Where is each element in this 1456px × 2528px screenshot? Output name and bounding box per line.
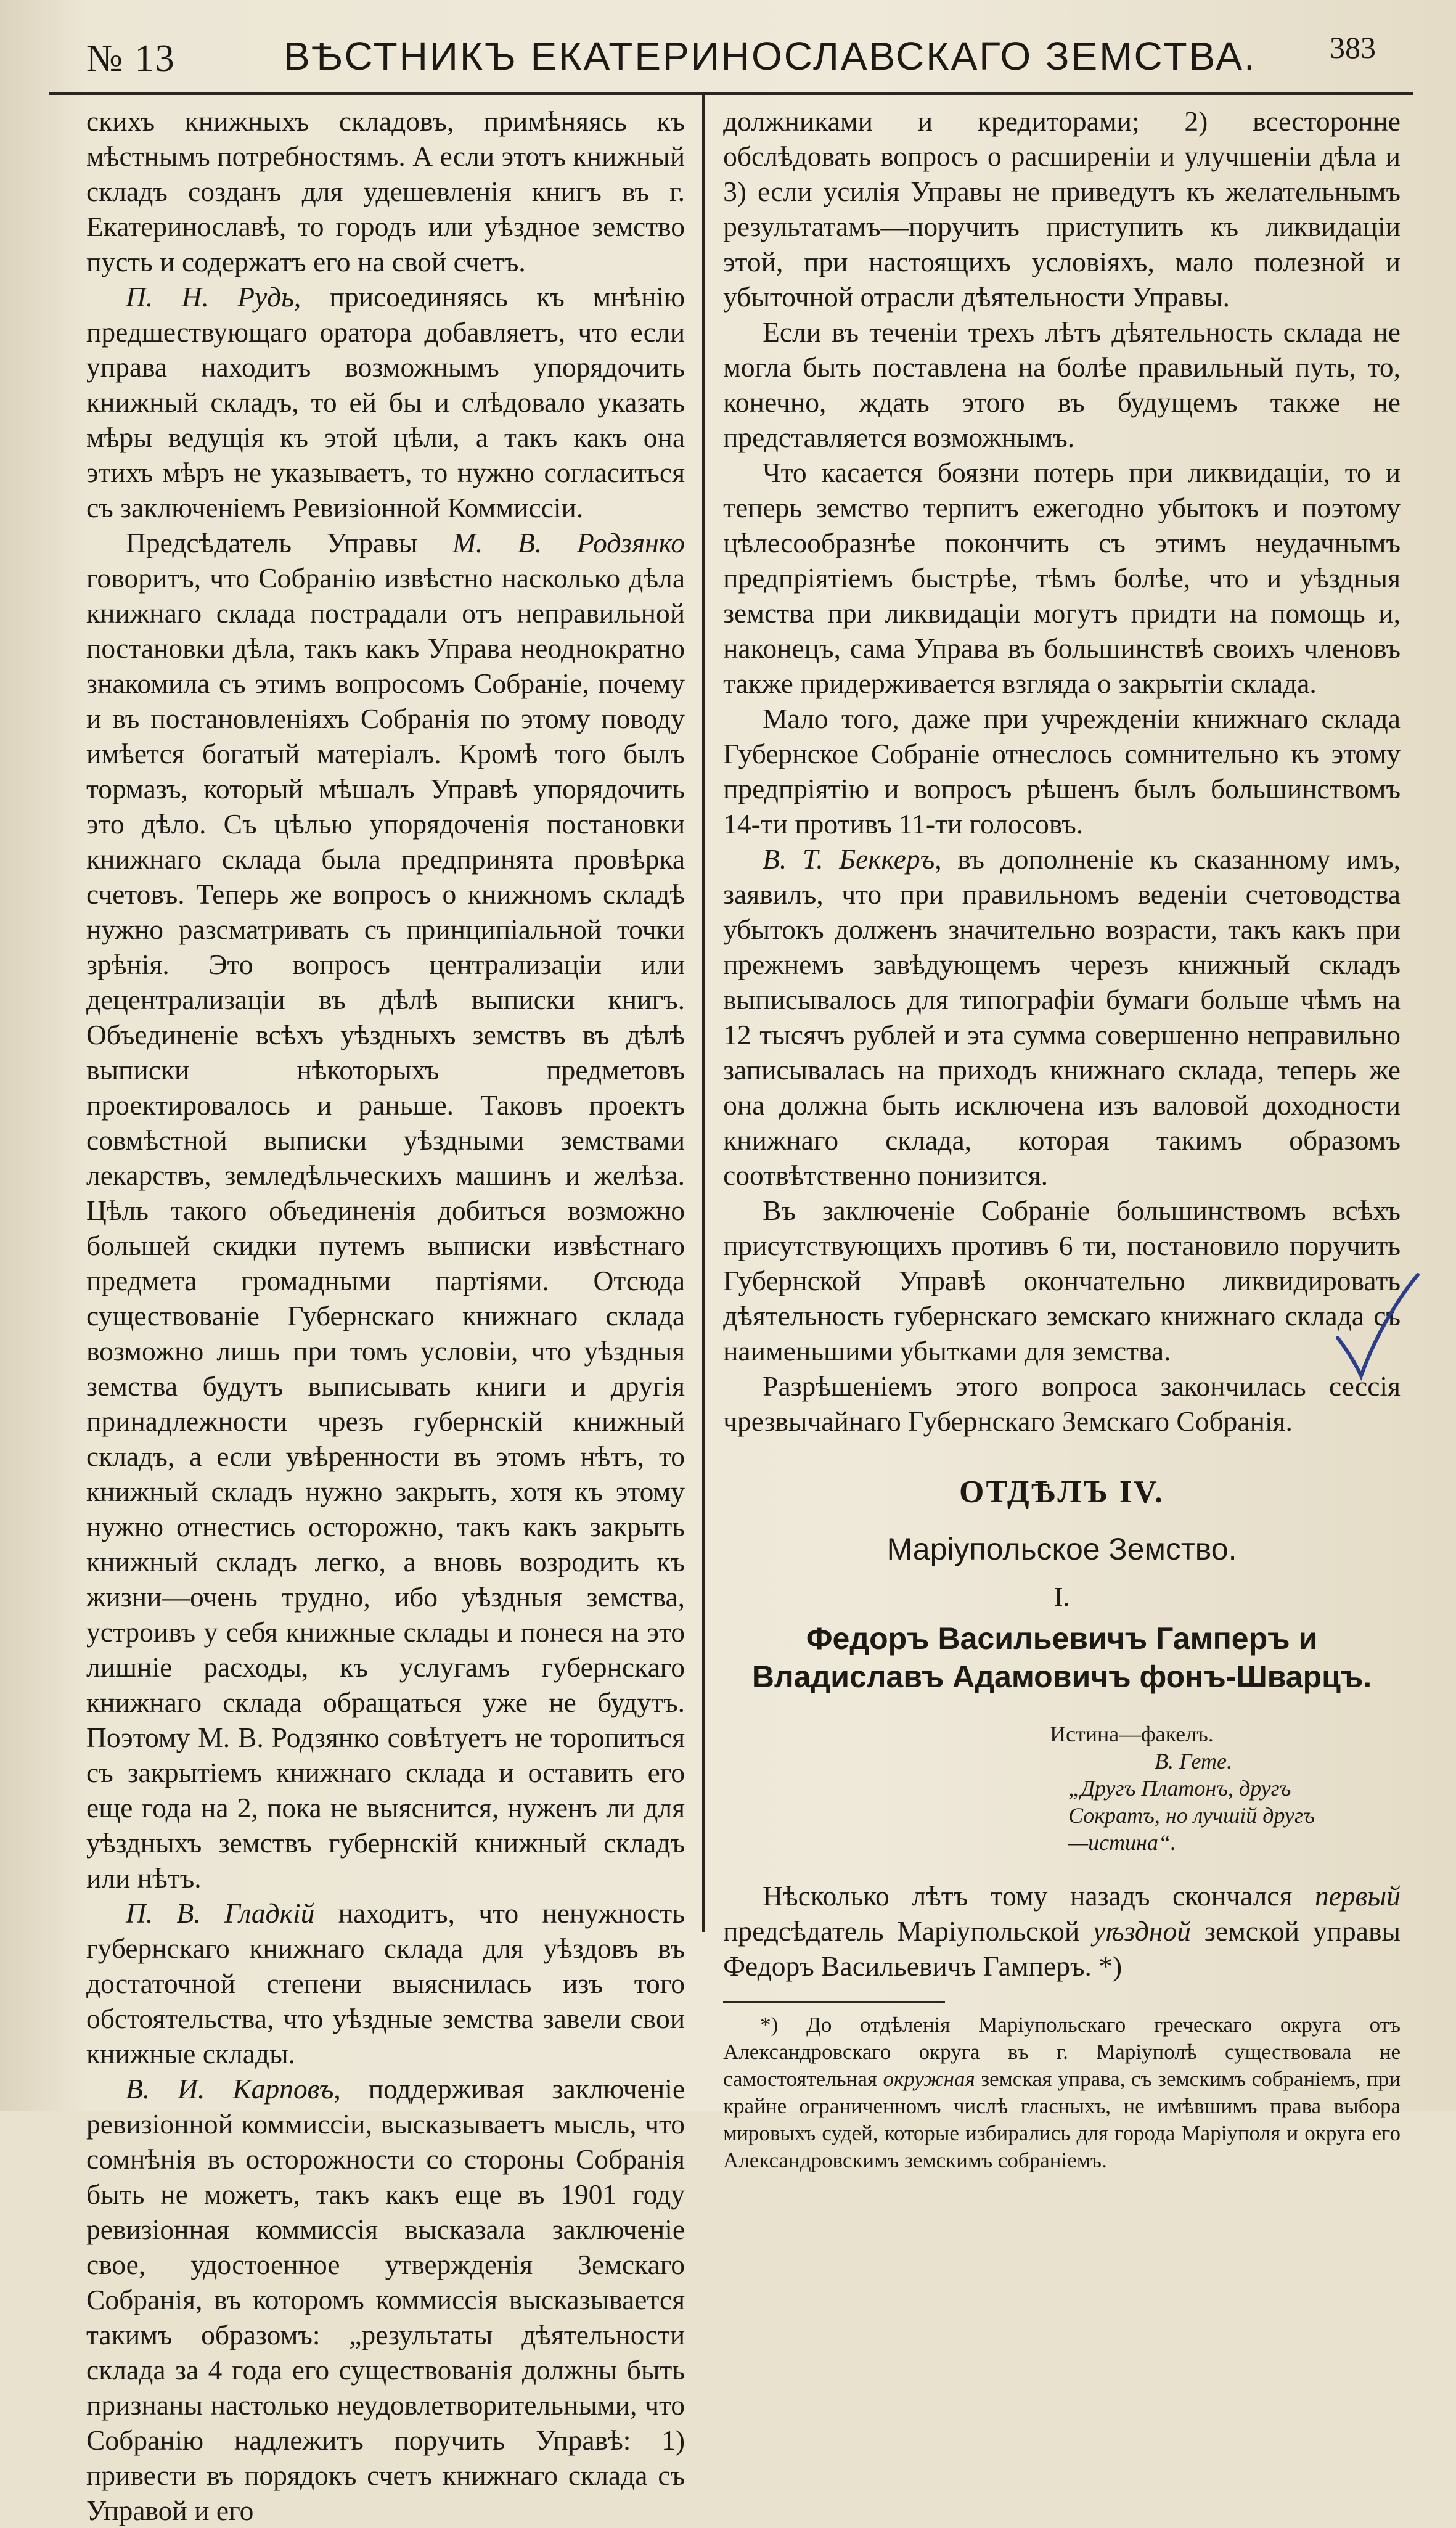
handwritten-checkmark-icon	[1331, 1270, 1424, 1381]
newspaper-title: ВѢСТНИКЪ ЕКАТЕРИНОСЛАВСКАГО ЗЕМСТВА.	[284, 34, 1257, 78]
epigraph-line: Истина—факелъ.	[1050, 1722, 1214, 1746]
paragraph: должниками и кредиторами; 2) всесторонне обслѣдовать вопросъ о расширеніи и улучшеніи дѣла и 3) если усилія Управы не приведутъ къ желательнымъ результатамъ—поручить приступить къ ликвидаціи этой, при настоящихъ условіяхъ, мало полезной и убыточной отрасли дѣятельности Управы.	[723, 105, 1401, 313]
article-headline: Федоръ Васильевичъ Гамперъ и Владиславъ Адамовичъ фонъ-Шварцъ.	[751, 1621, 1372, 1694]
article-paragraph: Нѣсколько лѣтъ тому назадъ скончался первый предсѣдатель Маріупольской уѣздной земской управы Федоръ Васильевичъ Гамперъ. *)	[723, 1880, 1401, 1982]
speaker-name: П. Н. Рудь	[126, 281, 294, 313]
paragraph: Въ заключеніе Собраніе большинствомъ всѣхъ присутствующихъ противъ 6 ти, постановило поручить Губернской Управѣ окончательно ликвидировать дѣятельность губернскаго земскаго книжнаго склада съ наименьшими убытками для земства.	[723, 1195, 1401, 1367]
speaker-name: П. В. Гладкій	[126, 1897, 315, 1929]
paragraph: В. И. Карповъ, поддерживая заключеніе ревизіонной коммиссіи, высказываетъ мысль, что сомнѣнія въ осторожности со стороны Собранія быть не можетъ, такъ какъ еще въ 1901 году ревизіонная коммиссія высказала заключеніе свое, удостоенное утвержденія Земскаго Собранія, въ которомъ коммиссія высказывается такимъ образомъ: „результаты дѣятельности склада за 4 года его существованія должны быть признаны настолько неудовлетворительными, что Собранію надлежитъ поручить Управѣ: 1) привести въ порядокъ счетъ книжнаго склада съ Управой и его	[86, 2073, 685, 2526]
paragraph: Мало того, даже при учрежденіи книжнаго склада Губернское Собраніе отнеслось сомнительно къ этому предпріятію и вопросъ рѣшенъ былъ большинствомъ 14-ти противъ 11-ти голосовъ.	[723, 703, 1401, 840]
speaker-name: М. В. Родзянко	[452, 527, 685, 558]
paragraph: Что касается боязни потерь при ликвидаціи, то и теперь земство терпитъ ежегодно убытокъ и поэтому цѣлесообразнѣе покончить съ этимъ неудачнымъ предпріятіемъ быстрѣе, тѣмъ болѣе, что и уѣздныя земства при ликвидаціи могутъ придти на помощь и, наконецъ, сама Управа въ большинствѣ своихъ членовъ также придерживается взгляда о закрытіи склада.	[723, 457, 1401, 699]
right-column	[705, 95, 1413, 2172]
paragraph: Если въ теченіи трехъ лѣтъ дѣятельность склада не могла быть поставлена на болѣе правильный путь, то, конечно, ждать этого въ будущемъ также не представляется возможнымъ.	[723, 316, 1401, 453]
footnote-rule	[723, 2001, 945, 2003]
epigraph-author: В. Гете.	[1155, 1749, 1232, 1773]
epigraph-line: „Другъ Платонъ, другъ	[1068, 1776, 1291, 1801]
paragraph: П. Н. Рудь, присоединяясь къ мнѣнію предшествующаго оратора добавляетъ, что если управа находитъ возможнымъ упорядочить книжный складъ, то ей бы и слѣдовало указать мѣры ведущія къ этой цѣли, а такъ какъ она этихъ мѣръ не указываетъ, то нужно согласиться съ заключеніемъ Ревизіонной Коммиссіи.	[86, 281, 685, 523]
epigraph-line: Сократъ, но лучшій другъ	[1068, 1803, 1315, 1828]
footnote: *) До отдѣленія Маріупольскаго греческаго округа отъ Александровскаго округа въ г. Маріуполѣ существовала не самостоятельная окружная земская управа, съ земскимъ собраніемъ, при крайне ограниченномъ числѣ гласныхъ, не имѣвшимъ права выбора мировыхъ судей, которые избирались для города Маріуполя и округа его Александровскимъ земскимъ собраніемъ.	[723, 2013, 1401, 2172]
masthead	[49, 25, 1413, 95]
speaker-name: В. И. Карповъ	[126, 2073, 334, 2105]
article-number: I.	[1053, 1582, 1070, 1612]
columns	[49, 95, 1413, 2526]
left-column	[49, 95, 702, 2526]
paragraph: В. Т. Беккеръ, въ дополненіе къ сказанному имъ, заявилъ, что при правильномъ веденіи счетоводства убытокъ долженъ значительно возрасти, такъ какъ при прежнемъ завѣдующемъ черезъ книжный складъ выписывалось для типографіи бумаги больше чѣмъ на 12 тысячъ рублей и эта сумма совершенно неправильно записывалась на приходъ книжнаго склада, теперь же она должна быть исключена изъ валовой доходности книжнаго склада, которая такимъ образомъ соотвѣтственно понизится.	[723, 843, 1401, 1191]
paragraph: скихъ книжныхъ складовъ, примѣняясь къ мѣстнымъ потребностямъ. А если этотъ книжный складъ созданъ для удешевленія книгъ въ г. Екатеринославѣ, то городъ или уѣздное земство пусть и содержатъ его на свой счетъ.	[86, 105, 685, 277]
epigraph-line: —истина“.	[1068, 1830, 1176, 1855]
epigraph	[723, 1720, 1401, 1856]
paragraph: П. В. Гладкій находитъ, что ненужность губернскаго книжнаго склада для уѣздовъ въ достаточной степени выяснилась изъ того обстоятельства, что уѣздные земства завели свои книжные склады.	[86, 1897, 685, 2069]
issue-number: № 13	[86, 38, 176, 80]
paragraph: Предсѣдатель Управы М. В. Родзянко говоритъ, что Собранію извѣстно насколько дѣла книжнаго склада пострадали отъ неправильной постановки дѣла, такъ какъ Управа неоднократно знакомила съ этимъ вопросомъ Собраніе, почему и въ постановленіяхъ Собранія по этому поводу имѣется богатый матеріалъ. Кромѣ того былъ тормазъ, который мѣшалъ Управѣ упорядочить это дѣло. Съ цѣлью упорядоченія постановки книжнаго склада была предпринята провѣрка счетовъ. Теперь же вопросъ о книжномъ складѣ нужно разсматривать съ принципіальной точки зрѣнія. Это вопросъ централизаціи или децентрализаціи въ дѣлѣ выписки книгъ. Объединеніе всѣхъ уѣздныхъ земствъ въ дѣлѣ выписки нѣкоторыхъ предметовъ проектировалось и раньше. Таковъ проектъ совмѣстной выписки уѣздными земствами лекарствъ, земледѣльческихъ машинъ и желѣза. Цѣль такого объединенія добиться возможно большей скидки путемъ выписки извѣстнаго предмета громадными партіями. Отсюда существованіе Губернскаго книжнаго склада возможно лишь при томъ условіи, что уѣздныя земства будутъ выписывать книги и другія принадлежности чрезъ губернскій книжный складъ, а если увѣренности въ этомъ нѣтъ, то книжный складъ нужно закрыть, хотя къ этому нужно отнестись осторожно, такъ какъ закрыть книжный складъ легко, а вновь возродить къ жизни—очень трудно, ибо уѣздныя земства, устроивъ у себя книжные склады и понеся на это лишніе расходы, къ услугамъ губернскаго книжнаго склада обращаться уже не будутъ. Поэтому М. В. Родзянко совѣтуетъ не торопиться съ закрытіемъ книжнаго склада и оставить его еще года на 2, пока не выяснится, нуженъ ли для уѣздныхъ земствъ губернскій книжный складъ или нѣтъ.	[86, 527, 685, 1894]
zemstvo-heading: Маріупольское Земство.	[886, 1532, 1237, 1566]
paragraph: Разрѣшеніемъ этого вопроса закончилась сессія чрезвычайнаго Губернскаго Земскаго Собранія.	[723, 1370, 1401, 1437]
speaker-name: В. Т. Беккеръ	[763, 843, 935, 875]
page-number: 383	[1330, 30, 1376, 65]
section-heading: ОТДѢЛЪ IV.	[959, 1475, 1165, 1510]
